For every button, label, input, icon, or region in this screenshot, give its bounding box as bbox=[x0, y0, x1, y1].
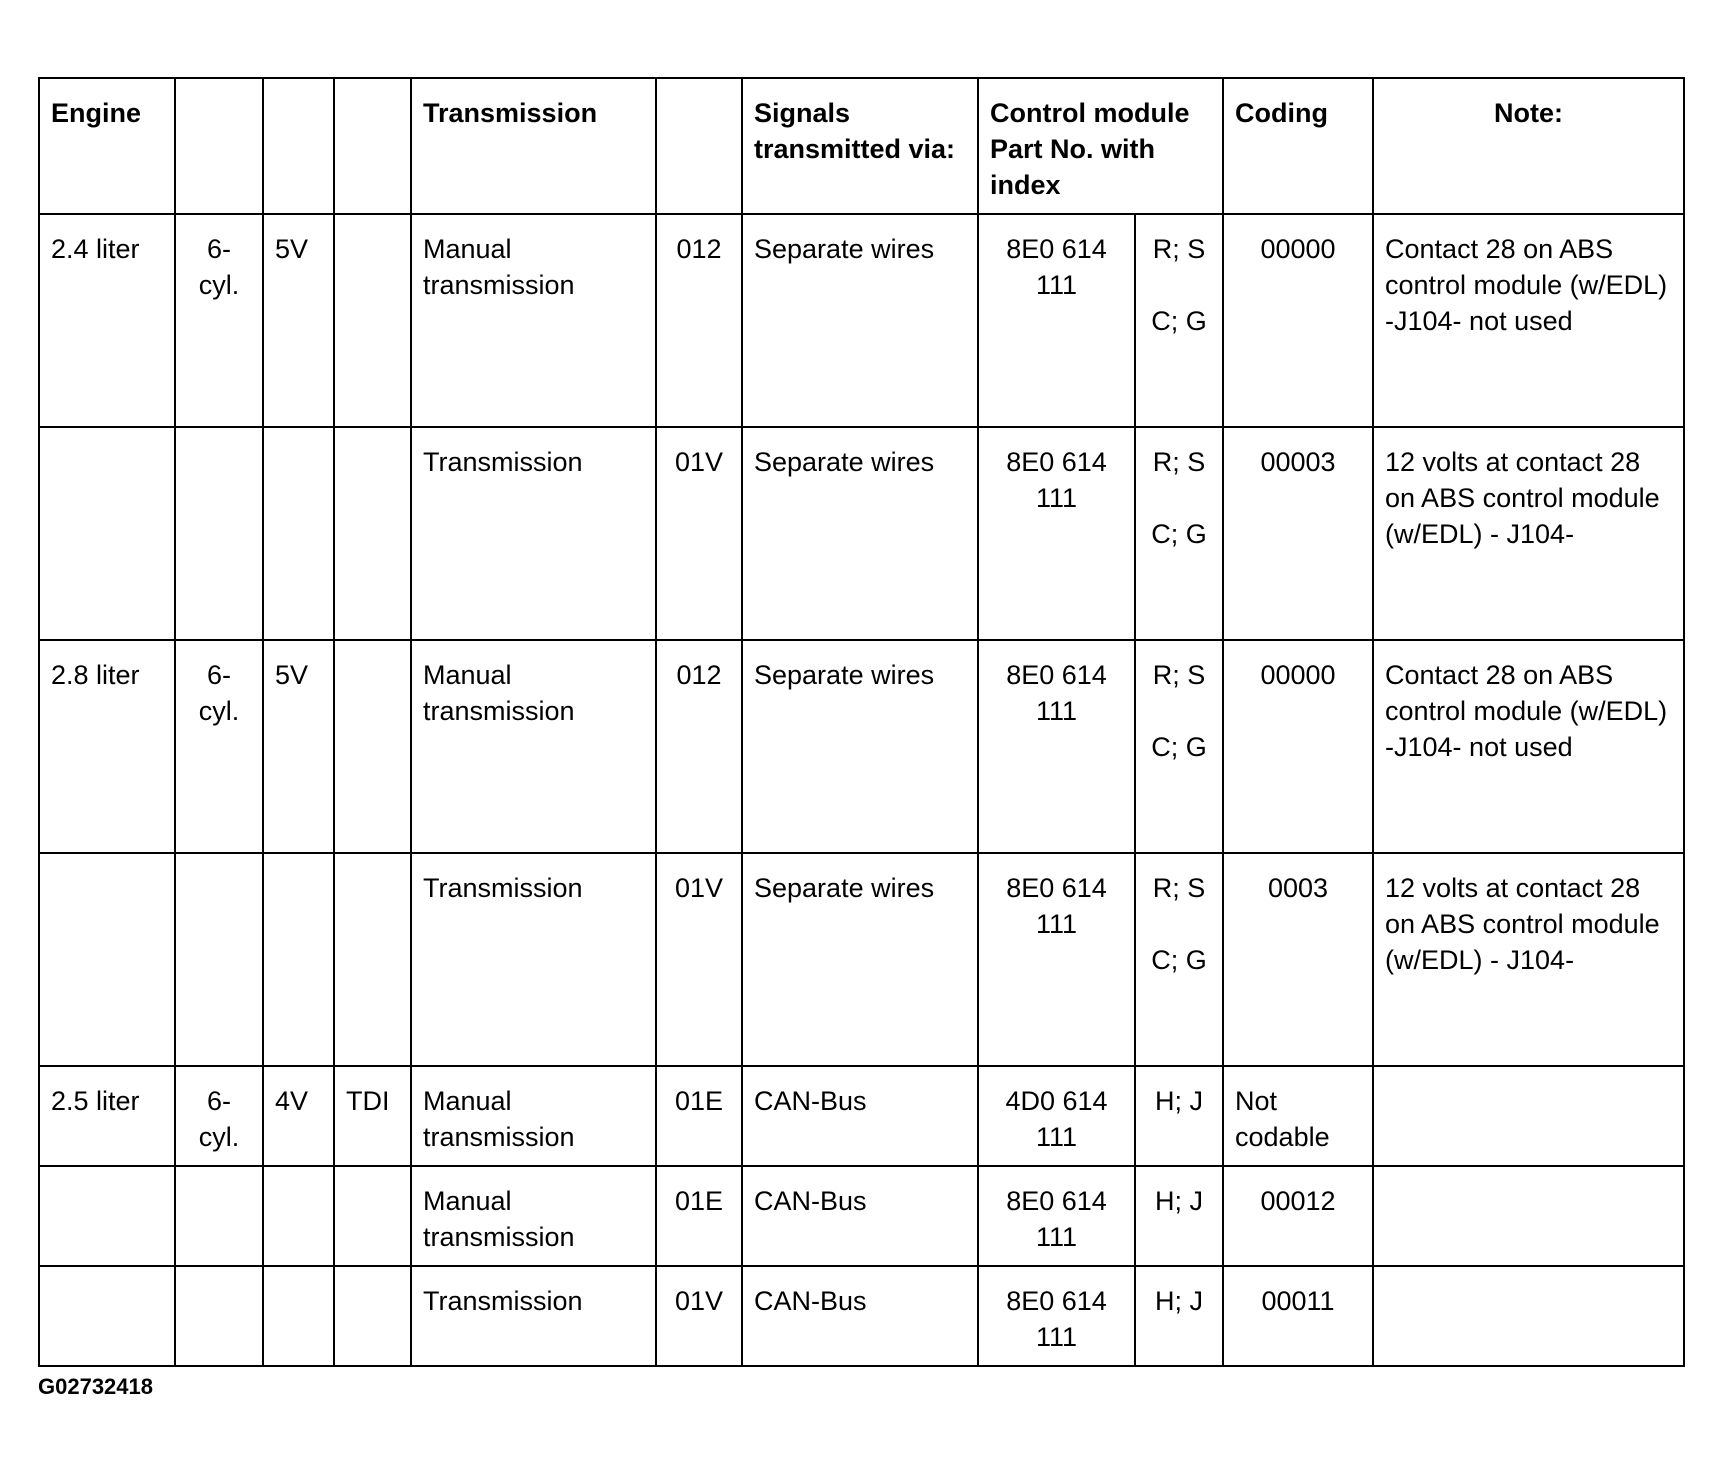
index-cell: R; S C; G bbox=[1135, 214, 1223, 427]
engine-cell: 2.5 liter bbox=[39, 1066, 175, 1166]
cylinders-cell bbox=[175, 1166, 263, 1266]
transmission-code-cell: 01V bbox=[656, 427, 742, 640]
header-coding: Coding bbox=[1223, 78, 1373, 214]
header-transmission: Transmission bbox=[411, 78, 656, 214]
index-cell: R; S C; G bbox=[1135, 853, 1223, 1066]
transmission-code-cell: 01V bbox=[656, 1266, 742, 1366]
cylinders-cell: 6- cyl. bbox=[175, 1066, 263, 1166]
header-engine: Engine bbox=[39, 78, 175, 214]
valves-cell: 4V bbox=[263, 1066, 334, 1166]
coding-cell: Not codable bbox=[1223, 1066, 1373, 1166]
transmission-cell: Transmission bbox=[411, 1266, 656, 1366]
coding-cell: 00000 bbox=[1223, 214, 1373, 427]
transmission-code-cell: 01E bbox=[656, 1066, 742, 1166]
cylinders-cell bbox=[175, 853, 263, 1066]
engine-type-cell bbox=[334, 1166, 411, 1266]
note-cell: Contact 28 on ABS control module (w/EDL) -J104- not used bbox=[1373, 640, 1684, 853]
part-number-cell: 8E0 614 111 bbox=[978, 427, 1135, 640]
signals-cell: CAN-Bus bbox=[742, 1266, 978, 1366]
engine-type-cell bbox=[334, 853, 411, 1066]
transmission-cell: Transmission bbox=[411, 427, 656, 640]
part-number-cell: 8E0 614 111 bbox=[978, 214, 1135, 427]
valves-cell bbox=[263, 427, 334, 640]
valves-cell bbox=[263, 1266, 334, 1366]
signals-cell: CAN-Bus bbox=[742, 1066, 978, 1166]
cylinders-cell bbox=[175, 427, 263, 640]
note-cell: 12 volts at contact 28 on ABS control module (w/EDL) - J104- bbox=[1373, 427, 1684, 640]
cylinders-cell: 6- cyl. bbox=[175, 214, 263, 427]
engine-type-cell bbox=[334, 427, 411, 640]
transmission-code-cell: 012 bbox=[656, 640, 742, 853]
coding-cell: 00003 bbox=[1223, 427, 1373, 640]
transmission-cell: Manual transmission bbox=[411, 214, 656, 427]
figure-id: G02732418 bbox=[38, 1374, 153, 1399]
header-signals: Signals transmitted via: bbox=[742, 78, 978, 214]
header-note: Note: bbox=[1373, 78, 1684, 214]
header-row bbox=[39, 78, 1684, 214]
part-number-cell: 4D0 614 111 bbox=[978, 1066, 1135, 1166]
coding-cell: 00012 bbox=[1223, 1166, 1373, 1266]
table-row bbox=[39, 1066, 1684, 1166]
signals-cell: CAN-Bus bbox=[742, 1166, 978, 1266]
note-cell: 12 volts at contact 28 on ABS control module (w/EDL) - J104- bbox=[1373, 853, 1684, 1066]
part-number-cell: 8E0 614 111 bbox=[978, 853, 1135, 1066]
note-cell bbox=[1373, 1066, 1684, 1166]
engine-type-cell bbox=[334, 1266, 411, 1366]
index-cell: H; J bbox=[1135, 1266, 1223, 1366]
signals-cell: Separate wires bbox=[742, 214, 978, 427]
valves-cell: 5V bbox=[263, 214, 334, 427]
note-cell bbox=[1373, 1166, 1684, 1266]
coding-cell: 00011 bbox=[1223, 1266, 1373, 1366]
part-number-cell: 8E0 614 111 bbox=[978, 1166, 1135, 1266]
engine-type-cell: TDI bbox=[334, 1066, 411, 1166]
transmission-code-cell: 01E bbox=[656, 1166, 742, 1266]
coding-cell: 0003 bbox=[1223, 853, 1373, 1066]
signals-cell: Separate wires bbox=[742, 853, 978, 1066]
specification-table bbox=[38, 77, 1685, 1367]
transmission-cell: Manual transmission bbox=[411, 640, 656, 853]
engine-type-cell bbox=[334, 640, 411, 853]
cylinders-cell bbox=[175, 1266, 263, 1366]
header-transmission-code bbox=[656, 78, 742, 214]
note-cell: Contact 28 on ABS control module (w/EDL) -J104- not used bbox=[1373, 214, 1684, 427]
engine-cell bbox=[39, 853, 175, 1066]
header-control-module: Control module Part No. with index bbox=[978, 78, 1223, 214]
index-cell: R; S C; G bbox=[1135, 427, 1223, 640]
transmission-cell: Transmission bbox=[411, 853, 656, 1066]
index-cell: R; S C; G bbox=[1135, 640, 1223, 853]
engine-type-cell bbox=[334, 214, 411, 427]
table-row bbox=[39, 214, 1684, 427]
index-cell: H; J bbox=[1135, 1166, 1223, 1266]
cylinders-cell: 6- cyl. bbox=[175, 640, 263, 853]
index-cell: H; J bbox=[1135, 1066, 1223, 1166]
coding-cell: 00000 bbox=[1223, 640, 1373, 853]
transmission-cell: Manual transmission bbox=[411, 1066, 656, 1166]
valves-cell bbox=[263, 853, 334, 1066]
signals-cell: Separate wires bbox=[742, 640, 978, 853]
note-cell bbox=[1373, 1266, 1684, 1366]
header-cylinders bbox=[175, 78, 263, 214]
transmission-cell: Manual transmission bbox=[411, 1166, 656, 1266]
part-number-cell: 8E0 614 111 bbox=[978, 640, 1135, 853]
signals-cell: Separate wires bbox=[742, 427, 978, 640]
engine-cell bbox=[39, 427, 175, 640]
transmission-code-cell: 01V bbox=[656, 853, 742, 1066]
table-row bbox=[39, 1266, 1684, 1366]
engine-cell: 2.4 liter bbox=[39, 214, 175, 427]
engine-cell bbox=[39, 1266, 175, 1366]
table-row bbox=[39, 1166, 1684, 1266]
valves-cell: 5V bbox=[263, 640, 334, 853]
engine-cell bbox=[39, 1166, 175, 1266]
table-row bbox=[39, 853, 1684, 1066]
header-engine-type bbox=[334, 78, 411, 214]
transmission-code-cell: 012 bbox=[656, 214, 742, 427]
header-valves bbox=[263, 78, 334, 214]
part-number-cell: 8E0 614 111 bbox=[978, 1266, 1135, 1366]
valves-cell bbox=[263, 1166, 334, 1266]
engine-cell: 2.8 liter bbox=[39, 640, 175, 853]
table-row bbox=[39, 640, 1684, 853]
table-row bbox=[39, 427, 1684, 640]
